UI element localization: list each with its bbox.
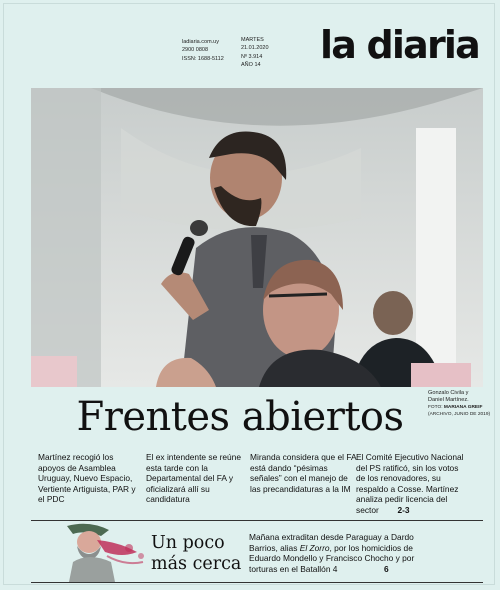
newspaper-logo: la diaria: [320, 23, 479, 67]
issue-number-text: Nº 3.914: [241, 53, 263, 60]
secondary-headline-line: más cerca: [151, 554, 242, 574]
illustration-image: [49, 522, 153, 582]
secondary-text-part: Mañana extraditan desde Paraguay a Dardo Barrios, alias: [249, 532, 414, 553]
secondary-story-text: [249, 532, 419, 574]
caption-line: Daniel Martínez.: [428, 397, 469, 403]
weekday-text: MARTES: [241, 37, 264, 43]
caption-line: Gonzalo Civila y: [428, 390, 469, 396]
story-column: [356, 452, 468, 516]
masthead-issue-info: [241, 36, 269, 69]
secondary-headline[interactable]: [151, 533, 241, 575]
story-column: Miranda considera que el FA está dando “pésimas señales” con el manejo de las precandidaturas a la IM: [250, 452, 357, 494]
page-reference[interactable]: 6: [384, 563, 389, 574]
secondary-text-alias: El Zorro: [299, 542, 330, 553]
cover-photo: [31, 88, 483, 387]
date-text: 21.01.2020: [241, 45, 269, 52]
story-column: Martínez recogió los apoyos de Asamblea Uruguay, Nuevo Espacio, Vertiente Artiguista, PAR y el PDC: [38, 452, 136, 505]
secondary-text-part: , por los homicidios de Eduardo Mondello y Francisco Chocho y por torturas en el Batallón 4: [249, 542, 415, 574]
issn-text: ISSN: 1688-5112: [182, 55, 224, 62]
main-headline[interactable]: Frentes abiertos: [76, 394, 404, 440]
masthead-contact: [182, 38, 224, 63]
website-text: ladiaria.com.uy: [182, 39, 219, 45]
story-column-text: El Comité Ejecutivo Nacional del PS ratificó, sin los votos de los renovadores, su respaldo a Cosse. Martínez analiza pedir licencia del sector: [356, 452, 464, 515]
credit-label: FOTO:: [428, 405, 443, 410]
phone-text: 2900 0808: [182, 47, 208, 54]
secondary-headline-line: Un poco: [151, 533, 225, 553]
year-text: AÑO 14: [241, 61, 261, 68]
secondary-story: [31, 520, 483, 582]
section-divider: [31, 582, 483, 583]
page-reference[interactable]: 2-3: [397, 504, 410, 515]
credit-name: MARIANA GREIF: [443, 405, 483, 410]
credit-note: (ARCHIVO, JUNIO DE 2019): [428, 412, 491, 417]
story-column: El ex intendente se reúne esta tarde con la Departamental del FA y oficializará allí su candidatura: [146, 452, 241, 505]
cover-photo-illustration: [31, 88, 483, 387]
